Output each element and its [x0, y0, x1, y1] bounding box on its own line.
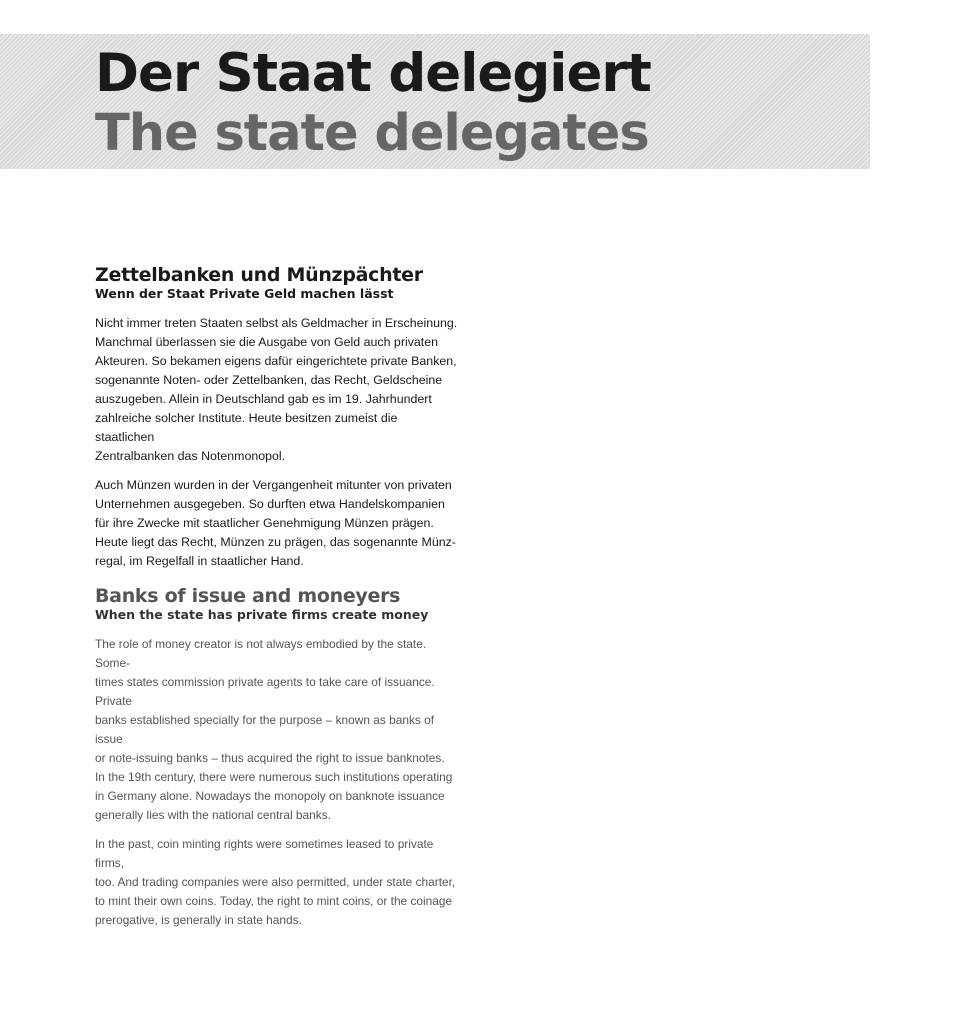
german-paragraph-1: Nicht immer treten Staaten selbst als Geldmacher in Erscheinung. Manchmal überlassen sie die Ausgabe von Geld auch privaten Akteuren. So bekamen eigens dafür eingerichtete private Banken, sogenannte Noten- oder Zettelbanken, das Recht, Geldscheine auszugeben. Allein in Deutschland gab es im 19. Jahrhundert zahlreiche solcher Institute. Heute besitzen zumeist die staatlichen Zentralbanken das Notenmonopol. — [95, 316, 458, 463]
english-heading: Banks of issue and moneyers — [95, 585, 401, 607]
english-subheading: When the state has private firms create money — [95, 607, 429, 622]
german-section — [95, 264, 460, 581]
page-title-english: The state delegates — [95, 104, 649, 163]
english-paragraph-1: The role of money creator is not always embodied by the state. Some- times states commission private agents to take care of issuance. Private banks established specially for the purpose – known as banks of issue or note-issuing banks – thus acquired the right to issue banknotes. In the 19th century, there were numerous such institutions operating in Germany alone. Nowadays the monopoly on banknote issuance generally lies with the national central banks. — [95, 637, 453, 822]
english-paragraph-2: In the past, coin minting rights were sometimes leased to private firms, too. And trading companies were also permitted, under state charter, to mint their own coins. Today, the right to mint coins, or the coinage prerogative, is generally in state hands. — [95, 837, 456, 927]
german-heading: Zettelbanken und Münzpächter — [95, 264, 423, 286]
english-section — [95, 585, 460, 940]
german-subheading: Wenn der Staat Private Geld machen lässt — [95, 286, 394, 301]
german-paragraph-2: Auch Münzen wurden in der Vergangenheit mitunter von privaten Unternehmen ausgegeben. So durften etwa Handelskompanien für ihre Zwecke mit staatlicher Genehmigung Münzen prägen. Heute liegt das Recht, Münzen zu prägen, das sogenannte Münz- regal, im Regelfall in staatlicher Hand. — [95, 478, 456, 568]
page-title-german: Der Staat delegiert — [95, 43, 651, 104]
